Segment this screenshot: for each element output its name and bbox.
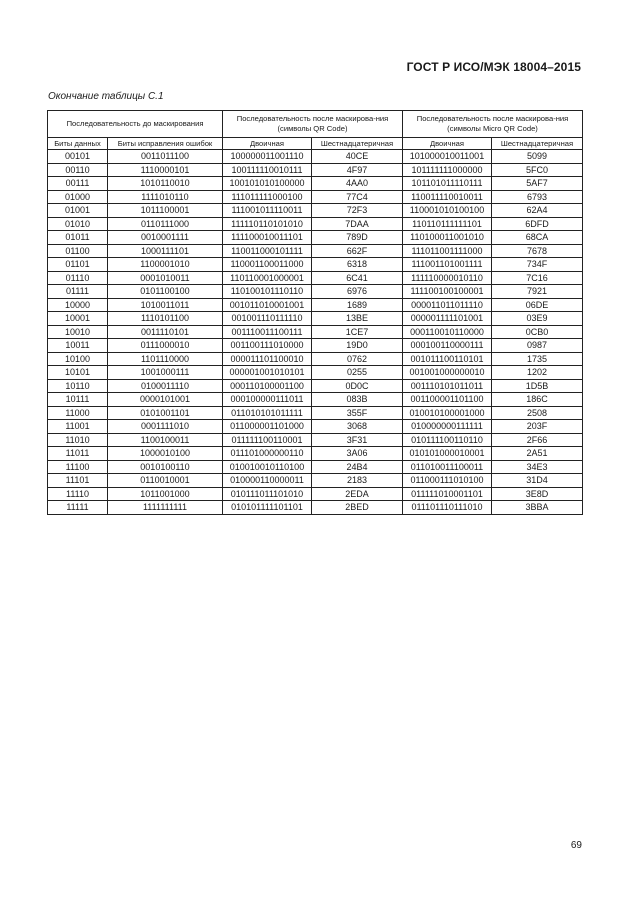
table-cell: 01011 [48, 231, 108, 245]
table-cell: 77C4 [312, 190, 403, 204]
table-cell: 355F [312, 406, 403, 420]
table-cell: 11111 [48, 501, 108, 515]
table-row [48, 366, 583, 380]
table-row [48, 460, 583, 474]
table-cell: 1111010110 [108, 190, 223, 204]
table-cell: 011101110111010 [403, 501, 492, 515]
table-cell: 0011011100 [108, 150, 223, 164]
table-cell: 083B [312, 393, 403, 407]
table-row [48, 501, 583, 515]
table-cell: 110011110010011 [403, 190, 492, 204]
table-cell: 111001011110011 [223, 204, 312, 218]
table-cell: 000110010110000 [403, 325, 492, 339]
table-cell: 000011101100010 [223, 352, 312, 366]
table-cell: 1689 [312, 298, 403, 312]
table-cell: 40CE [312, 150, 403, 164]
table-cell: 0101001101 [108, 406, 223, 420]
table-cell: 1110000101 [108, 163, 223, 177]
table-row [48, 406, 583, 420]
table-cell: 11101 [48, 474, 108, 488]
table-cell: 10111 [48, 393, 108, 407]
table-cell: 00101 [48, 150, 108, 164]
table-cell: 111100100100001 [403, 285, 492, 299]
table-cell: 10011 [48, 339, 108, 353]
table-cell: 0010100110 [108, 460, 223, 474]
table-cell: 010101111101101 [223, 501, 312, 515]
table-row [48, 271, 583, 285]
table-cell: 000011011011110 [403, 298, 492, 312]
table-cell: 101101011110111 [403, 177, 492, 191]
table-cell: 4AA0 [312, 177, 403, 191]
table-cell: 1735 [492, 352, 583, 366]
table-cell: 2F66 [492, 433, 583, 447]
table-cell: 662F [312, 244, 403, 258]
table-cell: 010000110000011 [223, 474, 312, 488]
table-cell: 011010101011111 [223, 406, 312, 420]
table-cell: 010111100110110 [403, 433, 492, 447]
table-row [48, 231, 583, 245]
table-cell: 72F3 [312, 204, 403, 218]
column-header-micro-hex: Шестнадцатеричная [492, 138, 583, 150]
table-cell: 2EDA [312, 487, 403, 501]
table-cell: 1000010100 [108, 447, 223, 461]
table-row [48, 420, 583, 434]
table-cell: 110110001000001 [223, 271, 312, 285]
table-cell: 01000 [48, 190, 108, 204]
table-cell: 5AF7 [492, 177, 583, 191]
table-cell: 011000111010100 [403, 474, 492, 488]
table-cell: 0255 [312, 366, 403, 380]
table-cell: 2A51 [492, 447, 583, 461]
table-cell: 00111 [48, 177, 108, 191]
table-cell: 5099 [492, 150, 583, 164]
table-cell: 0100011110 [108, 379, 223, 393]
table-cell: 111011111000100 [223, 190, 312, 204]
table-row [48, 325, 583, 339]
table-cell: 0000101001 [108, 393, 223, 407]
table-cell: 010010100001000 [403, 406, 492, 420]
page-number: 69 [570, 840, 582, 851]
table-cell: 03E9 [492, 312, 583, 326]
table-cell: 1111111111 [108, 501, 223, 515]
table-row [48, 217, 583, 231]
table-cell: 110011000101111 [223, 244, 312, 258]
table-cell: 01001 [48, 204, 108, 218]
table-cell: 3F31 [312, 433, 403, 447]
table-cell: 3BBA [492, 501, 583, 515]
table-cell: 001001000000010 [403, 366, 492, 380]
table-cell: 1110101100 [108, 312, 223, 326]
table-cell: 001011010001001 [223, 298, 312, 312]
table-cell: 1101110000 [108, 352, 223, 366]
table-cell: 186C [492, 393, 583, 407]
column-header-qr-binary: Двоичная [223, 138, 312, 150]
table-cell: 100101010100000 [223, 177, 312, 191]
table-cell: 000110100001100 [223, 379, 312, 393]
table-row [48, 285, 583, 299]
table-cell: 13BE [312, 312, 403, 326]
column-header-data-bits: Биты данных [48, 138, 108, 150]
table-cell: 1001000111 [108, 366, 223, 380]
table-cell: 2183 [312, 474, 403, 488]
table-row [48, 487, 583, 501]
table-cell: 110100101110110 [223, 285, 312, 299]
table-row [48, 163, 583, 177]
table-cell: 111001101001111 [403, 258, 492, 272]
table-cell: 111110000010110 [403, 271, 492, 285]
table-cell: 1010011011 [108, 298, 223, 312]
column-header-ec-bits: Биты исправления ошибок [108, 138, 223, 150]
table-cell: 2BED [312, 501, 403, 515]
table-cell: 001110101011011 [403, 379, 492, 393]
table-cell: 2508 [492, 406, 583, 420]
table-cell: 34E3 [492, 460, 583, 474]
column-header-micro-binary: Двоичная [403, 138, 492, 150]
table-cell: 010000000111111 [403, 420, 492, 434]
table-cell: 010010010110100 [223, 460, 312, 474]
table-cell: 0111000010 [108, 339, 223, 353]
table-cell: 010101000010001 [403, 447, 492, 461]
table-cell: 101000010011001 [403, 150, 492, 164]
table-cell: 6C41 [312, 271, 403, 285]
table-cell: 3A06 [312, 447, 403, 461]
table-cell: 000001001010101 [223, 366, 312, 380]
table-cell: 62A4 [492, 204, 583, 218]
table-row [48, 447, 583, 461]
table-cell: 01111 [48, 285, 108, 299]
table-cell: 4F97 [312, 163, 403, 177]
table-cell: 6793 [492, 190, 583, 204]
table-cell: 10101 [48, 366, 108, 380]
group-header-after-masking-qr: Последовательность после маскирова-ния (символы QR Code) [223, 111, 403, 138]
table-cell: 0110010001 [108, 474, 223, 488]
table-cell: 000100000111011 [223, 393, 312, 407]
table-row [48, 177, 583, 191]
table-cell: 011000001101000 [223, 420, 312, 434]
table-row [48, 352, 583, 366]
table-cell: 001100001101100 [403, 393, 492, 407]
table-cell: 11010 [48, 433, 108, 447]
table-cell: 6DFD [492, 217, 583, 231]
table-cell: 06DE [492, 298, 583, 312]
table-cell: 11100 [48, 460, 108, 474]
table-row [48, 258, 583, 272]
table-cell: 1202 [492, 366, 583, 380]
table-cell: 001110011100111 [223, 325, 312, 339]
table-cell: 0762 [312, 352, 403, 366]
table-cell: 100000011001110 [223, 150, 312, 164]
table-cell: 31D4 [492, 474, 583, 488]
table-cell: 6976 [312, 285, 403, 299]
table-cell: 3068 [312, 420, 403, 434]
table-row [48, 393, 583, 407]
table-cell: 1000111101 [108, 244, 223, 258]
table-cell: 11000 [48, 406, 108, 420]
table-cell: 5FC0 [492, 163, 583, 177]
table-cell: 000100110000111 [403, 339, 492, 353]
table-cell: 01110 [48, 271, 108, 285]
table-cell: 1D5B [492, 379, 583, 393]
table-cell: 0101100100 [108, 285, 223, 299]
table-cell: 7C16 [492, 271, 583, 285]
table-cell: 011111100110001 [223, 433, 312, 447]
table-row [48, 474, 583, 488]
table-row [48, 150, 583, 164]
table-cell: 01100 [48, 244, 108, 258]
table-row [48, 379, 583, 393]
table-cell: 011010011100011 [403, 460, 492, 474]
table-cell: 19D0 [312, 339, 403, 353]
table-cell: 7921 [492, 285, 583, 299]
table-cell: 11011 [48, 447, 108, 461]
group-header-before-masking: Последовательность до маскирования [48, 111, 223, 138]
table-cell: 3E8D [492, 487, 583, 501]
table-cell: 0D0C [312, 379, 403, 393]
table-cell: 0001010011 [108, 271, 223, 285]
table-cell: 111100010011101 [223, 231, 312, 245]
table-cell: 0CB0 [492, 325, 583, 339]
table-body [48, 150, 583, 515]
table-cell: 68CA [492, 231, 583, 245]
table-cell: 110110111111101 [403, 217, 492, 231]
table-cell: 111110110101010 [223, 217, 312, 231]
table-cell: 10001 [48, 312, 108, 326]
table-cell: 0010001111 [108, 231, 223, 245]
table-cell: 110001100011000 [223, 258, 312, 272]
table-row [48, 433, 583, 447]
table-cell: 110001010100100 [403, 204, 492, 218]
group-header-after-masking-micro-qr: Последовательность после маскирова-ния (символы Micro QR Code) [403, 111, 583, 138]
table-cell: 734F [492, 258, 583, 272]
table-cell: 1011001000 [108, 487, 223, 501]
table-caption: Окончание таблицы С.1 [48, 91, 164, 102]
column-header-qr-hex: Шестнадцатеричная [312, 138, 403, 150]
table-cell: 01101 [48, 258, 108, 272]
masking-table [47, 110, 583, 515]
table-cell: 010111011101010 [223, 487, 312, 501]
table-cell: 1011100001 [108, 204, 223, 218]
table-cell: 1100001010 [108, 258, 223, 272]
table-cell: 789D [312, 231, 403, 245]
table-cell: 1100100011 [108, 433, 223, 447]
table-cell: 1010110010 [108, 177, 223, 191]
table-cell: 00110 [48, 163, 108, 177]
table-cell: 0011110101 [108, 325, 223, 339]
table-cell: 24B4 [312, 460, 403, 474]
table-cell: 011101000000110 [223, 447, 312, 461]
table-cell: 7DAA [312, 217, 403, 231]
standard-header: ГОСТ Р ИСО/МЭК 18004–2015 [406, 60, 581, 74]
table-cell: 100111110010111 [223, 163, 312, 177]
table-cell: 7678 [492, 244, 583, 258]
table-cell: 11110 [48, 487, 108, 501]
table-cell: 001001110111110 [223, 312, 312, 326]
table-cell: 10010 [48, 325, 108, 339]
table-cell: 0110111000 [108, 217, 223, 231]
table-row [48, 204, 583, 218]
table-cell: 000001111101001 [403, 312, 492, 326]
table-row [48, 298, 583, 312]
table-cell: 6318 [312, 258, 403, 272]
table-row [48, 339, 583, 353]
table-cell: 001011100110101 [403, 352, 492, 366]
table-cell: 10110 [48, 379, 108, 393]
table-row [48, 312, 583, 326]
table-cell: 0987 [492, 339, 583, 353]
table-cell: 011111010001101 [403, 487, 492, 501]
table-cell: 10000 [48, 298, 108, 312]
table-cell: 01010 [48, 217, 108, 231]
table-cell: 110100011001010 [403, 231, 492, 245]
table-cell: 001100111010000 [223, 339, 312, 353]
table-cell: 101111111000000 [403, 163, 492, 177]
table-cell: 11001 [48, 420, 108, 434]
table-row [48, 244, 583, 258]
table-row [48, 190, 583, 204]
table-cell: 10100 [48, 352, 108, 366]
table-cell: 111011001111000 [403, 244, 492, 258]
table-cell: 1CE7 [312, 325, 403, 339]
table-cell: 203F [492, 420, 583, 434]
table-cell: 0001111010 [108, 420, 223, 434]
